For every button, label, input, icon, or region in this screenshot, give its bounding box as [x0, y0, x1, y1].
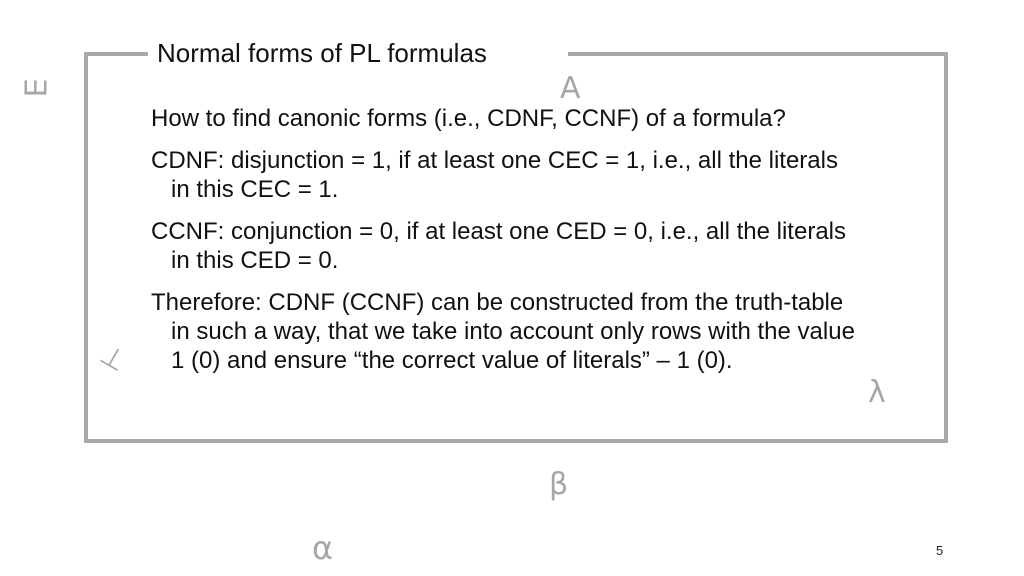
beta-symbol-icon: β [549, 467, 569, 502]
turnstile-symbol-icon: ⊢ [93, 338, 135, 377]
paragraph-therefore: Therefore: CDNF (CCNF) can be constructed from the truth-table in such a way, that we take into account only rows with the value 1 (0) and ensure “the correct value of literals” – 1 (0). [151, 289, 855, 374]
page-number: 5 [936, 543, 944, 558]
slide-body [151, 104, 861, 388]
exists-symbol-icon: ∃ [16, 77, 52, 97]
paragraph-ccnf: CCNF: conjunction = 0, if at least one CED = 0, i.e., all the literals in this CED = 0. [151, 218, 846, 274]
slide-title: Normal forms of PL formulas [157, 38, 487, 68]
forall-symbol-icon: ∀ [560, 68, 581, 103]
lambda-symbol-icon: λ [868, 375, 886, 410]
alpha-symbol-icon: α [312, 529, 334, 567]
paragraph-cdnf: CDNF: disjunction = 1, if at least one CEC = 1, i.e., all the literals in this CEC = 1. [151, 147, 838, 203]
paragraph-question: How to find canonic forms (i.e., CDNF, CCNF) of a formula? [151, 105, 786, 132]
